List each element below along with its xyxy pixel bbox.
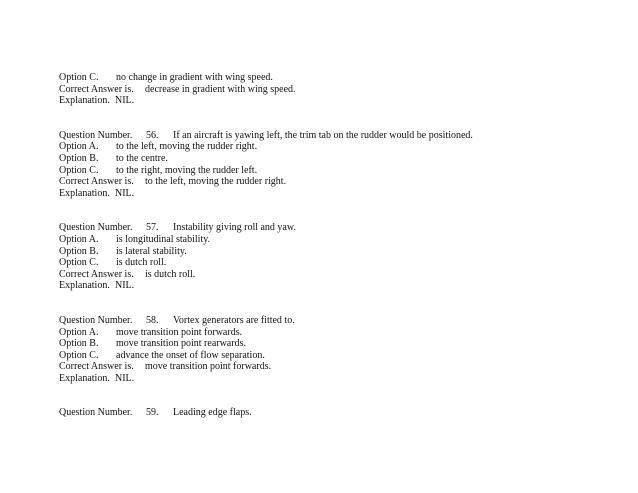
option-label: Option B. [59,338,99,350]
question-line [59,222,619,234]
explanation-text: NIL. [115,95,135,107]
question-line [59,130,619,142]
explanation-label: Explanation. [59,187,110,199]
question-number: 57. [146,222,159,234]
question-label: Question Number. [59,407,133,419]
correct-answer-label: Correct Answer is. [59,268,134,280]
question-line [59,407,619,419]
option-label: Option A. [59,233,99,245]
question-label: Question Number. [59,222,133,234]
correct-answer-line [59,361,619,373]
question-number: 58. [146,314,159,326]
option-label: Option C. [59,257,99,269]
option-a-line [59,141,619,153]
correct-answer-text: move transition point forwards. [145,361,272,373]
option-text: to the right, moving the rudder left. [116,164,258,176]
option-b-line [59,338,619,350]
correct-answer-text: decrease in gradient with wing speed. [145,83,296,95]
question-text: Vortex generators are fitted to. [173,314,295,326]
option-c-line [59,72,619,84]
option-c-line [59,257,619,269]
explanation-line [59,95,619,107]
correct-answer-text: is dutch roll. [145,268,196,280]
option-text: is dutch roll. [116,257,167,269]
question-number: 59. [146,407,159,419]
question-text: Instability giving roll and yaw. [173,222,296,234]
explanation-text: NIL. [115,187,135,199]
option-label: Option C. [59,164,99,176]
correct-answer-line [59,176,619,188]
correct-answer-line [59,269,619,281]
correct-answer-label: Correct Answer is. [59,176,134,188]
option-text: to the left, moving the rudder right. [116,141,258,153]
question-number: 56. [146,129,159,141]
correct-answer-line [59,84,619,96]
explanation-label: Explanation. [59,280,110,292]
document-page [59,72,619,419]
question-text: Leading edge flaps. [173,407,252,419]
option-c-line [59,165,619,177]
option-label: Option A. [59,141,99,153]
explanation-line [59,188,619,200]
option-b-line [59,153,619,165]
correct-answer-text: to the left, moving the rudder right. [145,176,287,188]
question-label: Question Number. [59,314,133,326]
question-label: Question Number. [59,129,133,141]
option-label: Option B. [59,245,99,257]
option-text: no change in gradient with wing speed. [116,72,273,83]
correct-answer-label: Correct Answer is. [59,83,134,95]
explanation-line [59,280,619,292]
option-c-line [59,350,619,362]
option-a-line [59,234,619,246]
option-text: to the centre. [116,152,168,164]
option-text: is lateral stability. [116,245,187,257]
explanation-label: Explanation. [59,95,110,107]
option-label: Option B. [59,152,99,164]
question-text: If an aircraft is yawing left, the trim tab on the rudder would be positioned. [173,129,473,141]
option-text: move transition point forwards. [116,326,243,338]
option-label: Option A. [59,326,99,338]
explanation-label: Explanation. [59,372,110,384]
option-label: Option C. [59,349,99,361]
explanation-line [59,373,619,385]
option-text: advance the onset of flow separation. [116,349,265,361]
option-a-line [59,327,619,339]
option-text: is longitudinal stability. [116,233,211,245]
option-label: Option C. [59,72,99,83]
explanation-text: NIL. [115,372,135,384]
question-line [59,315,619,327]
option-text: move transition point rearwards. [116,338,246,350]
explanation-text: NIL. [115,280,135,292]
option-b-line [59,246,619,258]
correct-answer-label: Correct Answer is. [59,361,134,373]
